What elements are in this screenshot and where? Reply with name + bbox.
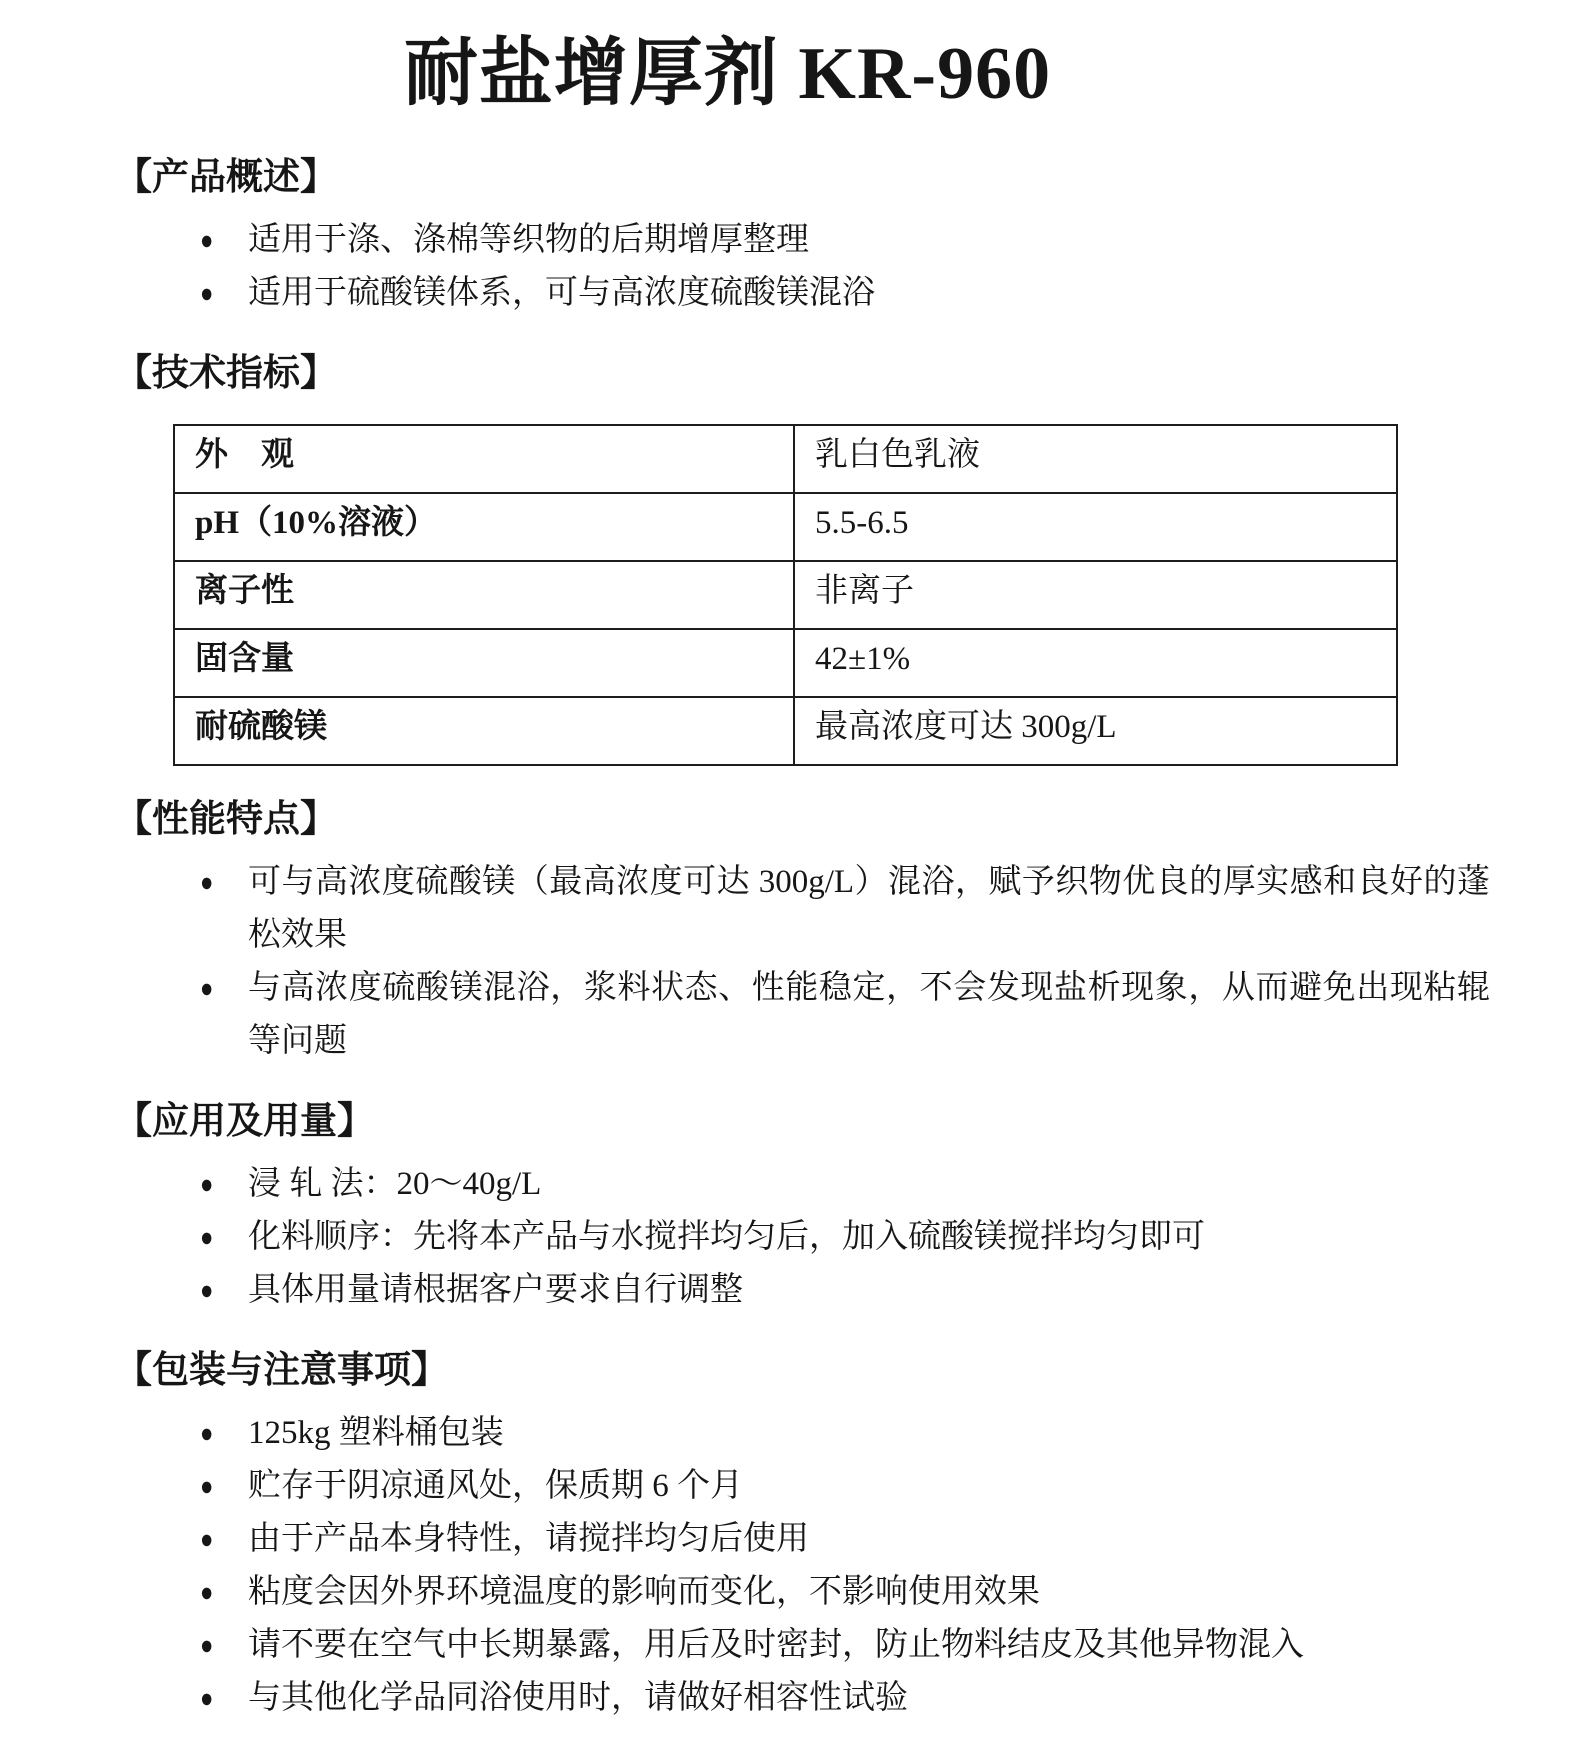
bullet-text: 与高浓度硫酸镁混浴，浆料状态、性能稳定，不会发现盐析现象，从而避免出现粘辊等问题 bbox=[248, 970, 1490, 1059]
application-bullet-list bbox=[115, 1158, 1490, 1317]
bullet-text: 适用于硫酸镁体系，可与高浓度硫酸镁混浴 bbox=[248, 275, 875, 311]
bullet-text: 具体用量请根据客户要求自行调整 bbox=[248, 1272, 743, 1308]
bullet-icon: ● bbox=[200, 278, 214, 308]
spec-value-cell: 5.5-6.5 bbox=[794, 493, 1397, 561]
bullet-text: 浸 轧 法：20～40g/L bbox=[248, 1166, 542, 1202]
spec-label-cell: 耐硫酸镁 bbox=[174, 697, 794, 765]
spec-value-cell: 乳白色乳液 bbox=[794, 425, 1397, 493]
bullet-item bbox=[200, 1619, 1490, 1672]
section-specs bbox=[115, 350, 1490, 766]
bullet-item bbox=[200, 1513, 1490, 1566]
table-row bbox=[174, 561, 1397, 629]
bullet-icon: ● bbox=[200, 1418, 214, 1448]
bullet-item bbox=[200, 1407, 1490, 1460]
spec-label-cell: 固含量 bbox=[174, 629, 794, 697]
overview-heading: 【产品概述】 bbox=[115, 157, 337, 198]
bullet-text: 化料顺序：先将本产品与水搅拌均匀后，加入硫酸镁搅拌均匀即可 bbox=[248, 1219, 1205, 1255]
spec-value-cell: 非离子 bbox=[794, 561, 1397, 629]
table-row bbox=[174, 697, 1397, 765]
overview-bullet-list bbox=[115, 214, 1490, 320]
packaging-heading: 【包装与注意事项】 bbox=[115, 1350, 448, 1391]
bullet-text: 请不要在空气中长期暴露，用后及时密封，防止物料结皮及其他异物混入 bbox=[248, 1627, 1304, 1663]
bullet-item bbox=[200, 1460, 1490, 1513]
bullet-icon: ● bbox=[200, 1169, 214, 1199]
bullet-text: 由于产品本身特性，请搅拌均匀后使用 bbox=[248, 1521, 809, 1557]
application-heading: 【应用及用量】 bbox=[115, 1101, 374, 1142]
spec-label-cell: pH（10%溶液） bbox=[174, 493, 794, 561]
spec-value-cell: 42±1% bbox=[794, 629, 1397, 697]
specs-table bbox=[173, 424, 1398, 766]
bullet-icon: ● bbox=[200, 1275, 214, 1305]
section-features bbox=[115, 796, 1490, 1068]
bullet-text: 与其他化学品同浴使用时，请做好相容性试验 bbox=[248, 1680, 908, 1716]
bullet-item bbox=[200, 1158, 1490, 1211]
bullet-icon: ● bbox=[200, 1222, 214, 1252]
bullet-text: 可与高浓度硫酸镁（最高浓度可达 300g/L）混浴，赋予织物优良的厚实感和良好的蓬松效果 bbox=[248, 864, 1490, 953]
bullet-item bbox=[200, 1672, 1490, 1725]
bullet-icon: ● bbox=[200, 867, 214, 897]
bullet-item bbox=[200, 1211, 1490, 1264]
bullet-item bbox=[200, 1264, 1490, 1317]
bullet-icon: ● bbox=[200, 1524, 214, 1554]
bullet-icon: ● bbox=[200, 1471, 214, 1501]
bullet-item bbox=[200, 267, 1490, 320]
bullet-icon: ● bbox=[200, 1683, 214, 1713]
table-row bbox=[174, 629, 1397, 697]
bullet-item bbox=[200, 856, 1490, 962]
spec-label-cell: 外 观 bbox=[174, 425, 794, 493]
bullet-icon: ● bbox=[200, 225, 214, 255]
spec-label-cell: 离子性 bbox=[174, 561, 794, 629]
bullet-item bbox=[200, 962, 1490, 1068]
page-title: 耐盐增厚剂 KR-960 bbox=[403, 33, 1052, 115]
bullet-text: 粘度会因外界环境温度的影响而变化，不影响使用效果 bbox=[248, 1574, 1040, 1610]
bullet-icon: ● bbox=[200, 1577, 214, 1607]
bullet-text: 适用于涤、涤棉等织物的后期增厚整理 bbox=[248, 222, 809, 258]
table-row bbox=[174, 425, 1397, 493]
section-overview bbox=[115, 154, 1490, 320]
packaging-bullet-list bbox=[115, 1407, 1490, 1725]
bullet-icon: ● bbox=[200, 973, 214, 1003]
features-bullet-list bbox=[115, 856, 1490, 1068]
bullet-icon: ● bbox=[200, 1630, 214, 1660]
specs-heading: 【技术指标】 bbox=[115, 353, 337, 394]
bullet-text: 125kg 塑料桶包装 bbox=[248, 1415, 504, 1451]
table-row bbox=[174, 493, 1397, 561]
spec-value-cell: 最高浓度可达 300g/L bbox=[794, 697, 1397, 765]
bullet-item bbox=[200, 1566, 1490, 1619]
bullet-text: 贮存于阴凉通风处，保质期 6 个月 bbox=[248, 1468, 743, 1504]
section-application bbox=[115, 1098, 1490, 1317]
bullet-item bbox=[200, 214, 1490, 267]
section-packaging bbox=[115, 1347, 1490, 1725]
features-heading: 【性能特点】 bbox=[115, 799, 337, 840]
